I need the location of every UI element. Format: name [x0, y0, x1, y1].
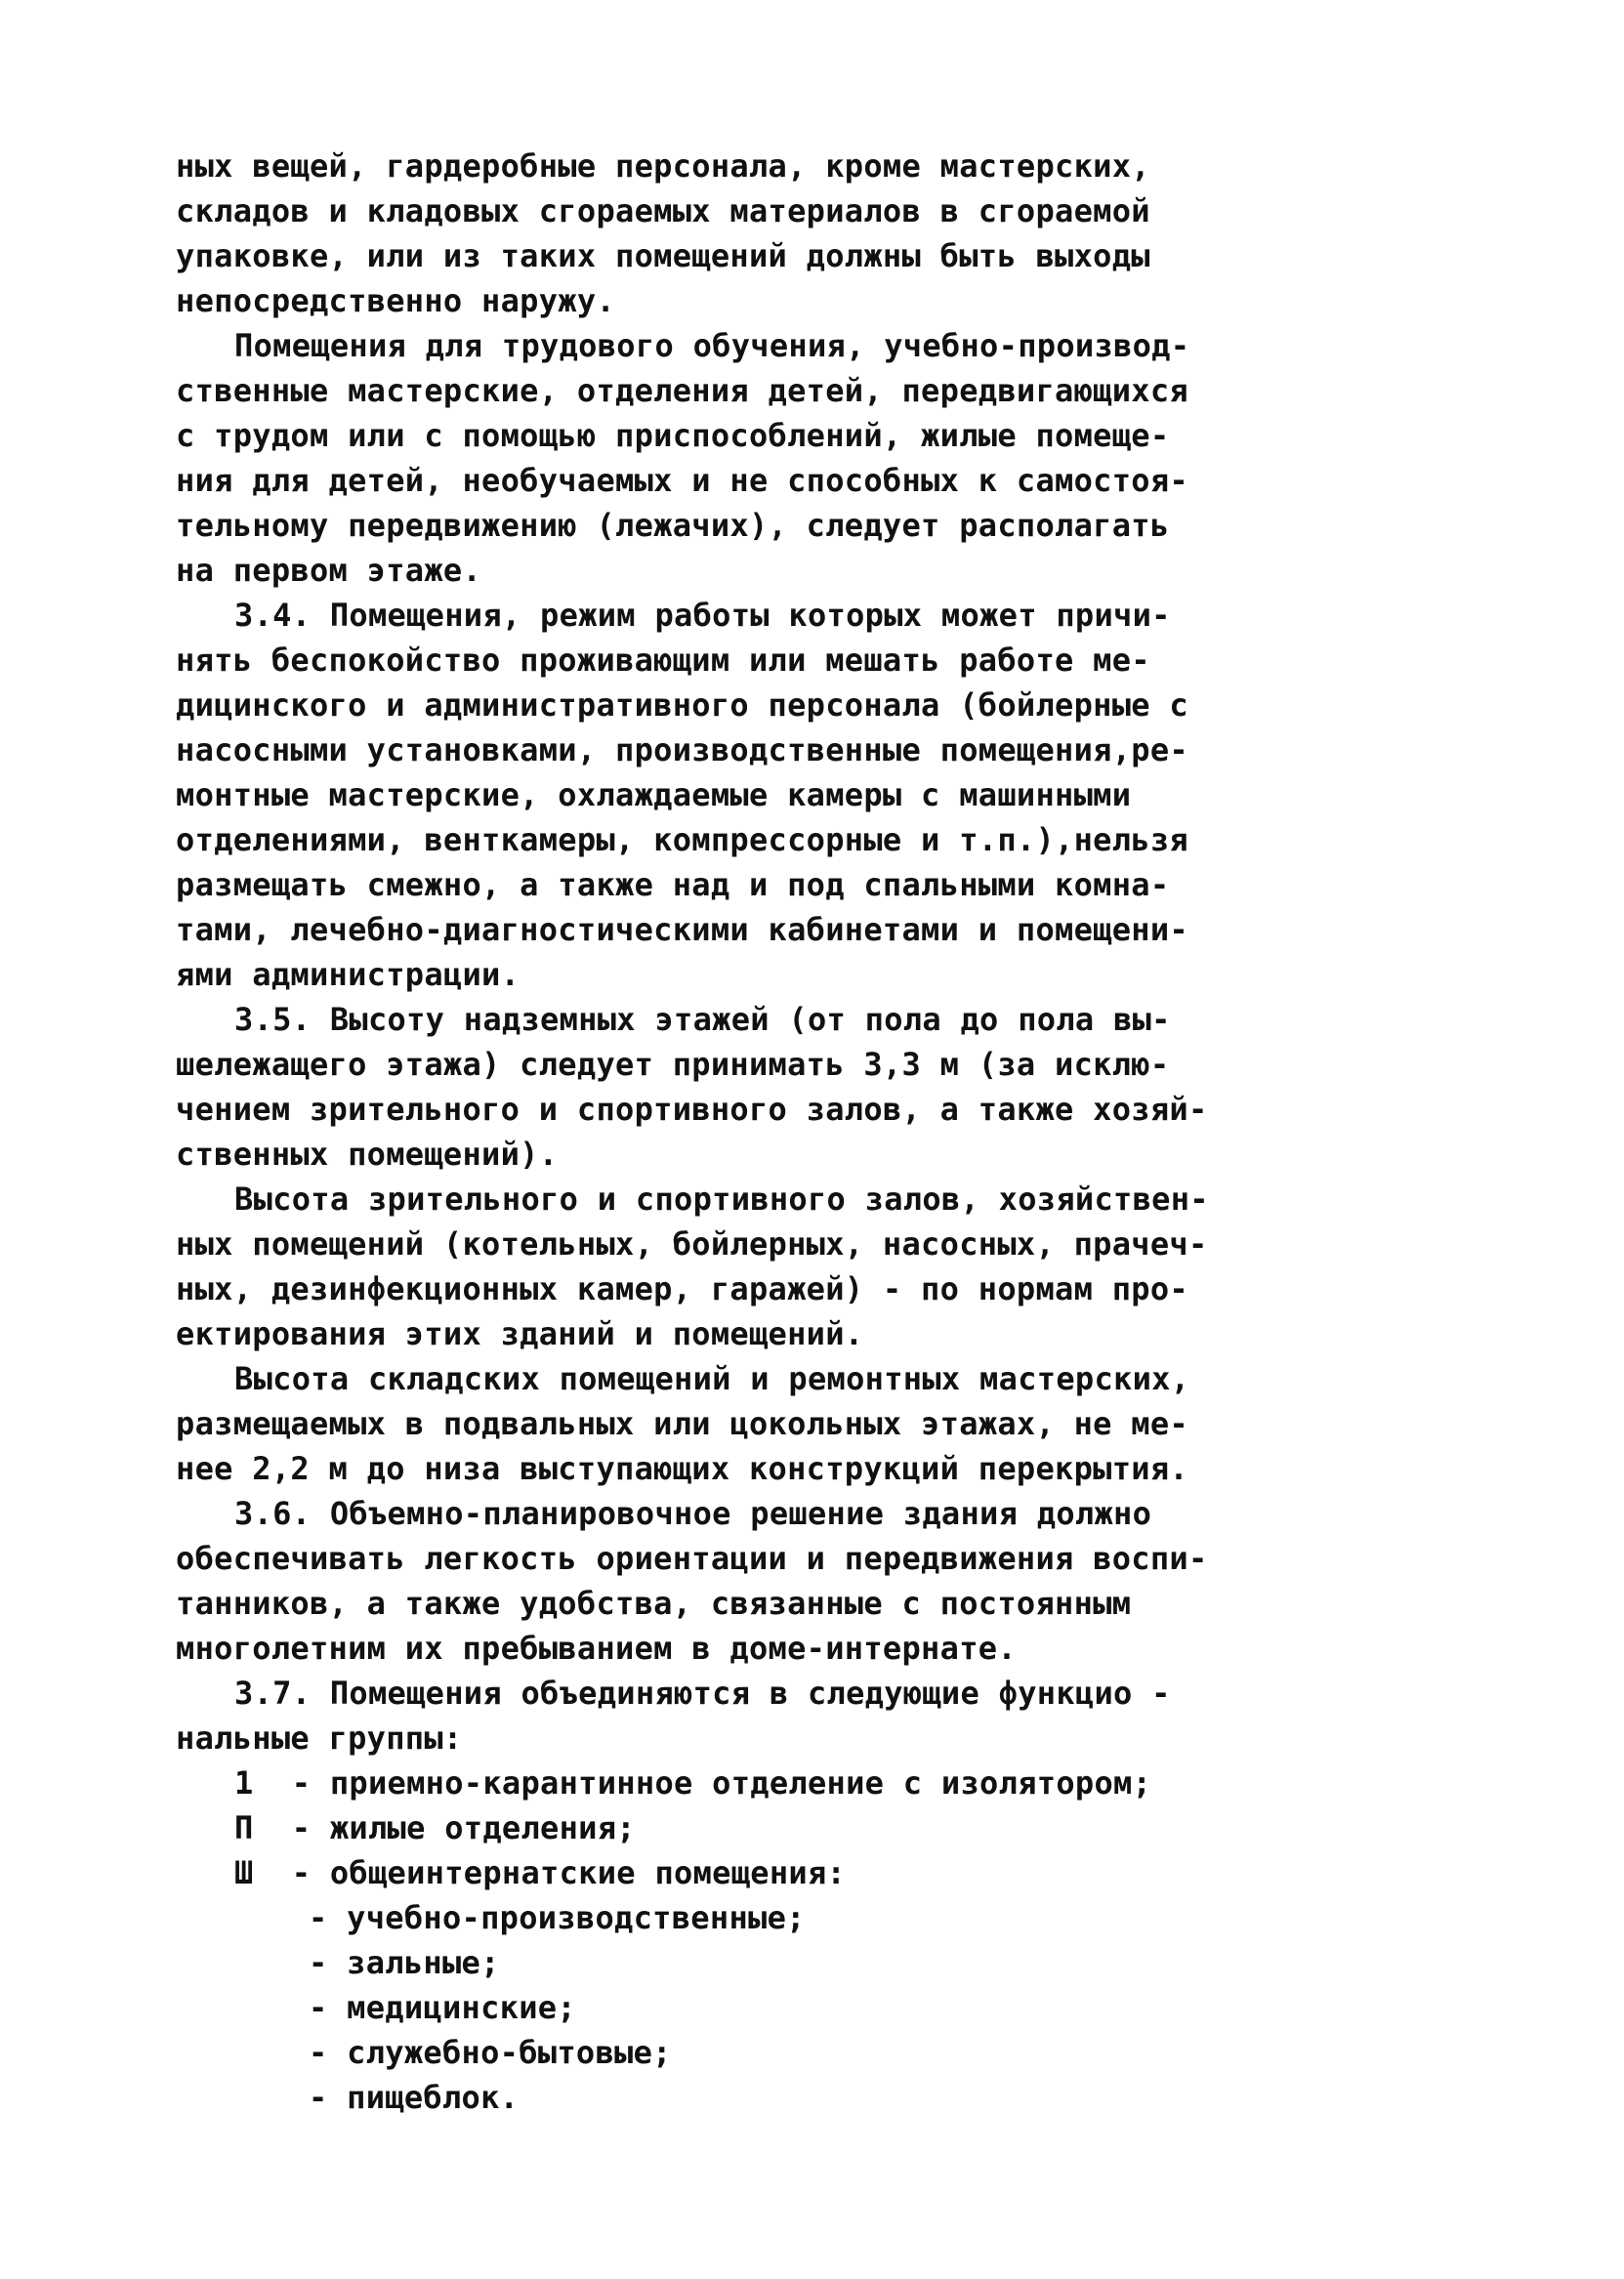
text-line: размещаемых в подвальных или цокольных этажах, не ме- [176, 1405, 1188, 1442]
text-line: ственных помещений). [176, 1136, 559, 1173]
text-line: упаковке, или из таких помещений должны быть выходы [176, 237, 1150, 274]
text-line: Высота складских помещений и ремонтных мастерских, [234, 1360, 1190, 1397]
list-item: 1 - приемно-карантинное отделение с изолятором; [234, 1764, 1152, 1802]
text-line: 3.4. Помещения, режим работы которых может причи- [234, 597, 1171, 634]
text-line: обеспечивать легкость ориентации и передвижения воспи- [176, 1540, 1208, 1577]
text-line: с трудом или с помощью приспособлений, жилые помеще- [176, 417, 1170, 454]
text-line: Высота зрительного и спортивного залов, хозяйствен- [234, 1181, 1209, 1218]
text-line: отделениями, венткамеры, компрессорные и т.п.),нельзя [176, 821, 1188, 858]
list-sub-item: - служебно-бытовые; [309, 2034, 672, 2071]
text-line: ных вещей, гардеробные персонала, кроме мастерских, [176, 147, 1150, 185]
text-line: танников, а также удобства, связанные с постоянным [176, 1585, 1132, 1622]
text-line: 3.6. Объемно-планировочное решение здания должно [234, 1495, 1152, 1532]
text-line: ния для детей, необучаемых и не способных к самостоя- [176, 462, 1188, 499]
text-line: ектирования этих зданий и помещений. [176, 1315, 864, 1352]
text-line: насосными установками, производственные помещения,ре- [176, 731, 1188, 768]
text-line: многолетним их пребыванием в доме-интернате. [176, 1630, 1017, 1667]
text-line: складов и кладовых сгораемых материалов в сгораемой [176, 192, 1150, 229]
list-sub-item: - пищеблок. [309, 2079, 520, 2116]
text-line: нальные группы: [176, 1720, 463, 1757]
text-line: ственные мастерские, отделения детей, передвигающихся [176, 372, 1188, 409]
text-line: 3.7. Помещения объединяются в следующие функцио - [234, 1675, 1171, 1712]
text-line: ями администрации. [176, 956, 521, 993]
text-line: Помещения для трудового обучения, учебно-производ- [234, 327, 1190, 364]
text-line: шележащего этажа) следует принимать 3,3 м (за исклю- [176, 1046, 1170, 1083]
text-line: тами, лечебно-диагностическими кабинетами и помещени- [176, 911, 1188, 948]
list-item: П - жилые отделения; [234, 1809, 636, 1846]
list-item: Ш - общеинтернатские помещения: [234, 1854, 847, 1891]
text-line: чением зрительного и спортивного залов, а также хозяй- [176, 1091, 1208, 1128]
list-sub-item: - зальные; [309, 1944, 500, 1981]
text-line: размещать смежно, а также над и под спальными комна- [176, 866, 1170, 903]
text-line: дицинского и административного персонала (бойлерные с [176, 686, 1188, 724]
text-line: нять беспокойство проживающим или мешать работе ме- [176, 642, 1150, 679]
text-line: нее 2,2 м до низа выступающих конструкций перекрытия. [176, 1450, 1188, 1487]
list-sub-item: - учебно-производственные; [309, 1899, 806, 1936]
text-line: монтные мастерские, охлаждаемые камеры с машинными [176, 776, 1132, 813]
text-line: ных помещений (котельных, бойлерных, насосных, прачеч- [176, 1225, 1208, 1263]
text-line: на первом этаже. [176, 552, 482, 589]
text-line: непосредственно наружу. [176, 282, 616, 319]
text-line: 3.5. Высоту надземных этажей (от пола до пола вы- [234, 1001, 1171, 1038]
text-line: ных, дезинфекционных камер, гаражей) - по нормам про- [176, 1270, 1188, 1307]
list-sub-item: - медицинские; [309, 1989, 576, 2026]
text-line: тельному передвижению (лежачих), следует располагать [176, 507, 1170, 544]
